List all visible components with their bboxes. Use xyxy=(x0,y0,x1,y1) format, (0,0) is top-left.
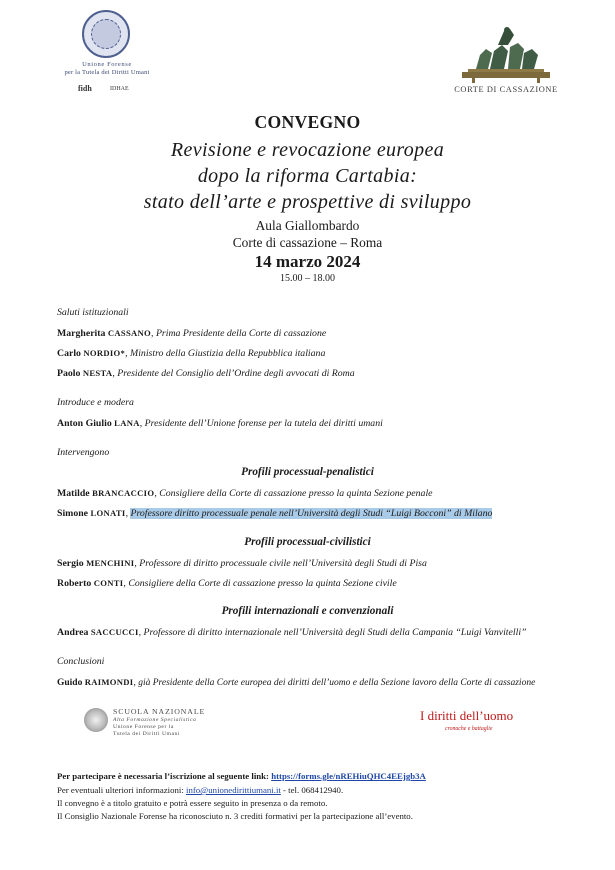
event-kicker: CONVEGNO xyxy=(254,112,361,132)
section-label-moderator: Introduce e modera xyxy=(57,397,134,408)
free-attendance-note: Il convegno è a titolo gratuito e potrà essere seguito in presenza o da remoto. xyxy=(57,798,328,808)
registration-note: Per partecipare è necessaria l’iscrizione al seguente link: https://forms.gle/nREHiuQHC4EEjgb3A xyxy=(57,771,426,781)
union-forense-logo-text: Unione Forense per la Tutela dei Diritti Umani xyxy=(64,61,150,76)
speaker-line: Sergio MENCHINI, Professore di diritto processuale civile nell’Università degli Studi di Pisa xyxy=(57,558,427,569)
idhae-logo: IDHAE xyxy=(110,86,129,92)
title-line-2: dopo la riforma Cartabia: xyxy=(197,165,418,187)
section-label-speakers: Intervengono xyxy=(57,447,110,458)
quadriga-icon xyxy=(458,25,554,83)
title-line-3: stato dell’arte e prospettive di sviluppo xyxy=(143,191,472,213)
highlighted-text[interactable]: Professore diritto processuale penale nell’Università degli Studi “Luigi Bocconi” di Milano xyxy=(130,508,493,519)
event-date: 14 marzo 2024 xyxy=(254,252,361,271)
corte-cassazione-label: CORTE DI CASSAZIONE xyxy=(454,85,558,94)
profile-heading-penal: Profili processual-penalistici xyxy=(241,466,374,478)
speaker-line: Andrea SACCUCCI, Professore di diritto internazionale nell’Università degli Studi della Campania “Luigi Vanvitelli” xyxy=(57,627,527,638)
credits-note: Il Consiglio Nazionale Forense ha riconosciuto n. 3 crediti formativi per la partecipazione all’evento. xyxy=(57,811,413,821)
venue-room: Aula Giallombardo xyxy=(255,218,360,233)
speaker-line: Carlo NORDIO*, Ministro della Giustizia della Repubblica italiana xyxy=(57,348,326,359)
speaker-line: Roberto CONTI, Consigliere della Corte di cassazione presso la quinta Sezione civile xyxy=(57,578,397,589)
profile-heading-civil: Profili processual-civilistici xyxy=(244,536,371,548)
magazine-logo-tagline: cronache e battaglie xyxy=(445,726,493,732)
profile-heading-international: Profili internazionali e convenzionali xyxy=(221,605,394,617)
section-label-conclusions: Conclusioni xyxy=(57,656,105,667)
school-subtitle: Alta Formazione Specialistica Unione Forense per la Tutela dei Diritti Umani xyxy=(113,717,197,737)
speaker-line: Matilde BRANCACCIO, Consigliere della Corte di cassazione presso la quinta Sezione penale xyxy=(57,488,433,499)
speaker-line: Paolo NESTA, Presidente del Consiglio dell’Ordine degli avvocati di Roma xyxy=(57,368,355,379)
info-note: Per eventuali ulteriori informazioni: info@unionedirittiumani.it - tel. 068412940. xyxy=(57,785,344,795)
registration-link[interactable]: https://forms.gle/nREHiuQHC4EEjgb3A xyxy=(271,771,426,781)
fidh-logo: fidh xyxy=(78,84,92,93)
seal-icon xyxy=(82,10,130,58)
school-title: SCUOLA NAZIONALE xyxy=(113,707,206,716)
title-line-1: Revisione e revocazione europea xyxy=(170,139,445,161)
speaker-line: Margherita CASSANO, Prima Presidente della Corte di cassazione xyxy=(57,328,327,339)
venue-place: Corte di cassazione – Roma xyxy=(232,235,383,250)
event-hours: 15.00 – 18.00 xyxy=(280,273,335,284)
section-label-greetings: Saluti istituzionali xyxy=(57,307,129,318)
school-emblem-icon xyxy=(84,708,108,732)
speaker-line: Guido RAIMONDI, già Presidente della Corte europea dei diritti dell’uomo e della Sezione lavoro della Corte di cassazione xyxy=(57,677,536,688)
magazine-logo-title: I diritti dell’uomo xyxy=(420,708,514,723)
speaker-line: Anton Giulio LANA, Presidente dell’Unione forense per la tutela dei diritti umani xyxy=(57,418,383,429)
speaker-line: Simone LONATI, Professore diritto processuale penale nell’Università degli Studi “Luigi Bocconi” di Milano xyxy=(57,508,493,519)
info-email-link[interactable]: info@unionedirittiumani.it xyxy=(186,785,281,795)
